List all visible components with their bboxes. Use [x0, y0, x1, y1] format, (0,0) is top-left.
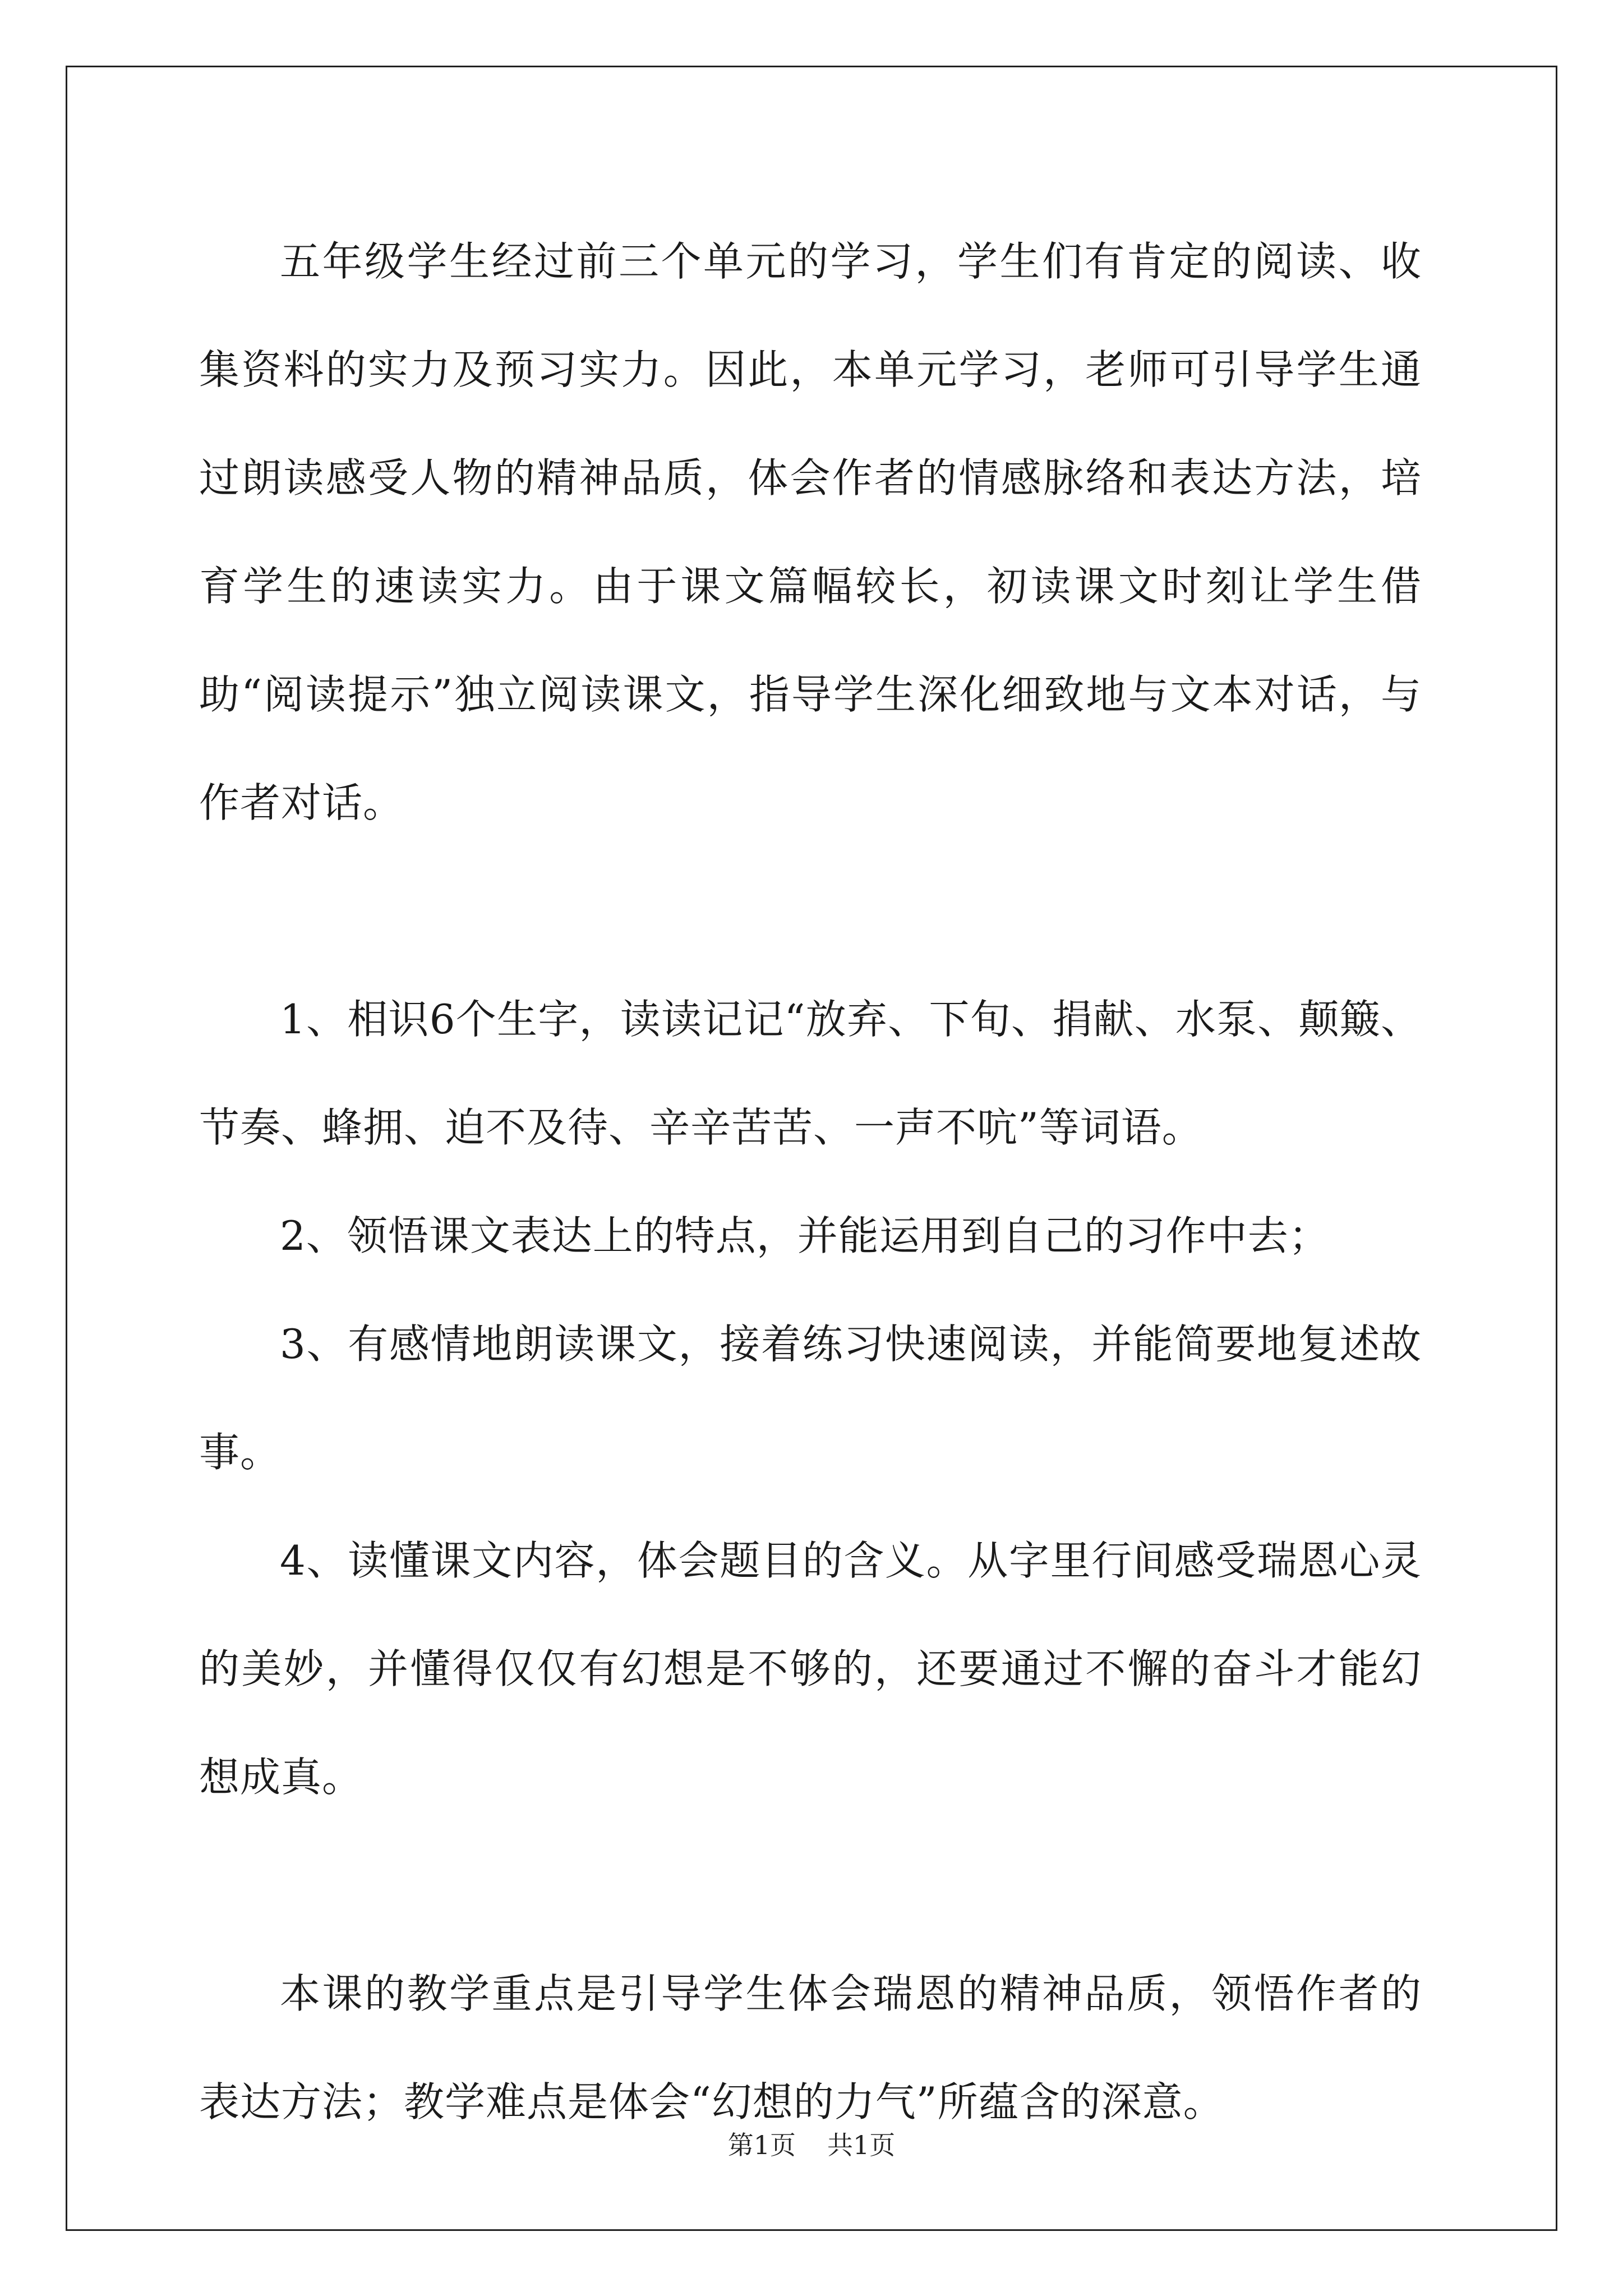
objective-item: 3、有感情地朗读课文，接着练习快速阅读，并能简要地复述故事。	[199, 1320, 1422, 1476]
section-gap	[199, 857, 1422, 965]
objective-item: 1、相识6个生字，读读记记“放弃、下旬、捐献、水泵、颠簸、节奏、蜂拥、迫不及待、辛辛苦苦、一声不吭”等词语。	[199, 996, 1422, 1151]
objective-item: 2、领悟课文表达上的特点，并能运用到自己的习作中去；	[280, 1212, 1330, 1259]
section-intro	[199, 208, 1422, 857]
page-number: 第1页	[727, 2130, 796, 2160]
paragraph: 本课的教学重点是引导学生体会瑞恩的精神品质，领悟作者的表达方法；教学难点是体会“幻想的力气”所蕴含的深意。	[199, 1970, 1422, 2125]
page-total: 共1页	[827, 2130, 896, 2160]
objective-item: 4、读懂课文内容，体会题目的含义。从字里行间感受瑞恩心灵的美妙，并懂得仅仅有幻想是不够的，还要通过不懈的奋斗才能幻想成真。	[199, 1537, 1422, 1801]
document-body	[199, 208, 1422, 2156]
section-gap	[199, 1832, 1422, 1940]
section-focus	[199, 1940, 1422, 2156]
section-objectives	[199, 965, 1422, 1832]
paragraph: 五年级学生经过前三个单元的学习，学生们有肯定的阅读、收集资料的实力及预习实力。因此，本单元学习，老师可引导学生通过朗读感受人物的精神品质，体会作者的情感脉络和表达方法，培育学生的速读实力。由于课文篇幅较长，初读课文时刻让学生借助“阅读提示”独立阅读课文，指导学生深化细致地与文本对话，与作者对话。	[199, 238, 1422, 826]
page-footer	[0, 2125, 1623, 2162]
